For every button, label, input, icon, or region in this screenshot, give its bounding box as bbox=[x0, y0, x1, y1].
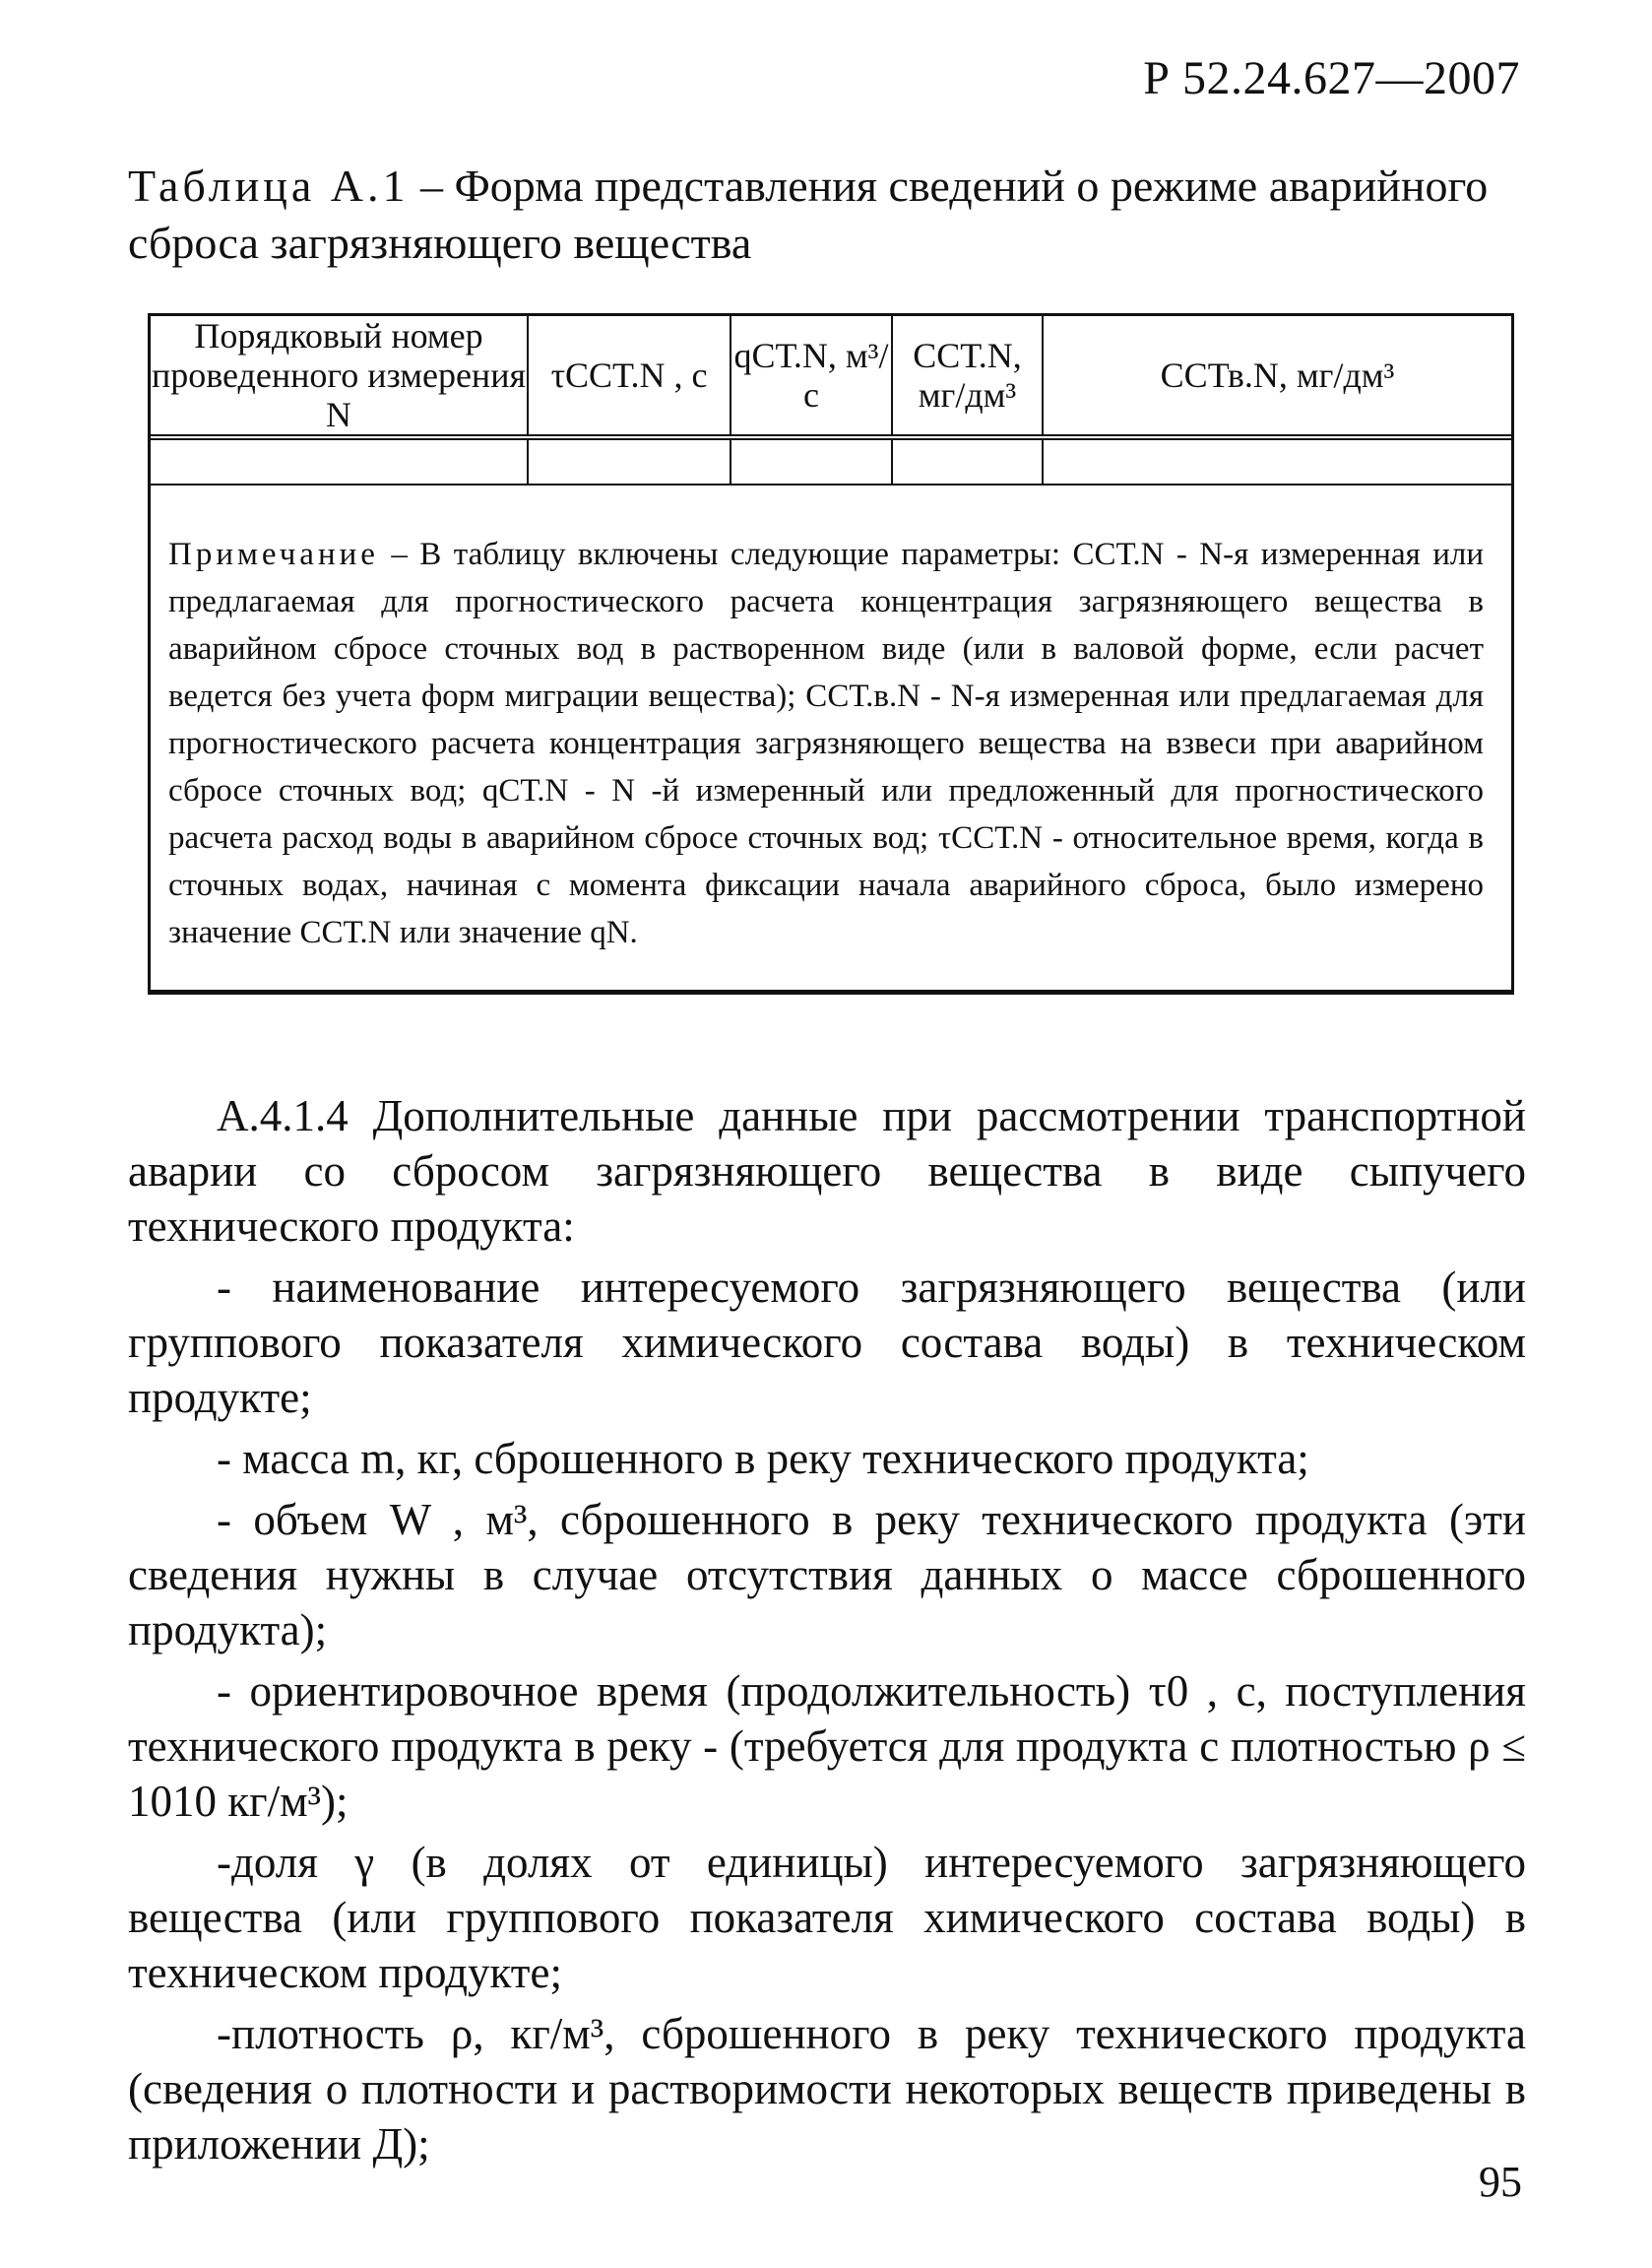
table-caption-text: – Форма представления сведений о режиме аварийного сброса загрязняющего вещества bbox=[128, 161, 1489, 268]
body-text bbox=[128, 1088, 1526, 2177]
table-note-row bbox=[151, 485, 1511, 991]
paragraph: -плотность ρ, кг/м³, сброшенного в реку технического продукта (сведения о плотности и растворимости некоторых веществ приведены в приложении Д); bbox=[128, 2009, 1526, 2169]
note-text: – В таблицу включены следующие параметры: CСТ.N - N-я измеренная или предлагаемая для прогностического расчета концентрация загрязняющего вещества в аварийном сбросе сточных вод в растворенном виде (или в валовой форме, если расчет ведется без учета форм миграции вещества); CСТ.в.N - N-я измеренная или предлагаемая для прогностического расчета концентрация загрязняющего вещества на взвеси при аварийном сбросе сточных вод; qСТ.N - N -й измеренный или предложенный для прогностического расчета расход воды в аварийном сбросе сточных вод; τCСТ.N - относительное время, когда в сточных водах, начиная с момента фиксации начала аварийного сброса, было измерено значение CСТ.N или значение qN. bbox=[168, 537, 1484, 950]
table-cell bbox=[151, 437, 528, 485]
paragraph: - объем W , м³, сброшенного в реку технического продукта (эти сведения нужны в случае отсутствия данных о массе сброшенного продукта); bbox=[128, 1495, 1526, 1654]
column-header-time: τCСТ.N , с bbox=[528, 316, 731, 437]
document-code: Р 52.24.627—2007 bbox=[1143, 52, 1520, 104]
column-header-suspended-concentration: CСТв.N, мг/дм³ bbox=[1043, 316, 1511, 437]
column-header-measurement-number: Порядковый номер проведенного измерения N bbox=[151, 316, 528, 437]
column-header-flow: qСТ.N, м³/с bbox=[731, 316, 892, 437]
data-table bbox=[148, 313, 1514, 995]
table-cell bbox=[528, 437, 731, 485]
paragraph: -доля γ (в долях от единицы) интересуемого загрязняющего вещества (или группового показателя химического состава воды) в техническом продукте; bbox=[128, 1838, 1526, 1997]
paragraph: - ориентировочное время (продолжительность) τ0 , с, поступления технического продукта в реку - (требуется для продукта с плотностью ρ ≤ 1010 кг/м³); bbox=[128, 1666, 1526, 1826]
table-header-row bbox=[151, 316, 1511, 437]
table-empty-row bbox=[151, 437, 1511, 485]
table-cell bbox=[892, 437, 1043, 485]
table-caption-label: Таблица А.1 bbox=[128, 161, 410, 211]
paragraph: А.4.1.4 Дополнительные данные при рассмотрении транспортной аварии со сбросом загрязняющего вещества в виде сыпучего технического продукта: bbox=[128, 1091, 1526, 1251]
table-note bbox=[151, 485, 1511, 991]
page-number: 95 bbox=[1479, 2158, 1522, 2206]
note-label: Примечание bbox=[168, 537, 379, 572]
column-header-concentration: CСТ.N, мг/дм³ bbox=[892, 316, 1043, 437]
table-caption bbox=[128, 158, 1526, 272]
table-cell bbox=[731, 437, 892, 485]
paragraph: - масса m, кг, сброшенного в реку технического продукта; bbox=[217, 1434, 1309, 1483]
paragraph: - наименование интересуемого загрязняющего вещества (или группового показателя химического состава воды) в техническом продукте; bbox=[128, 1263, 1526, 1422]
table-cell bbox=[1043, 437, 1511, 485]
